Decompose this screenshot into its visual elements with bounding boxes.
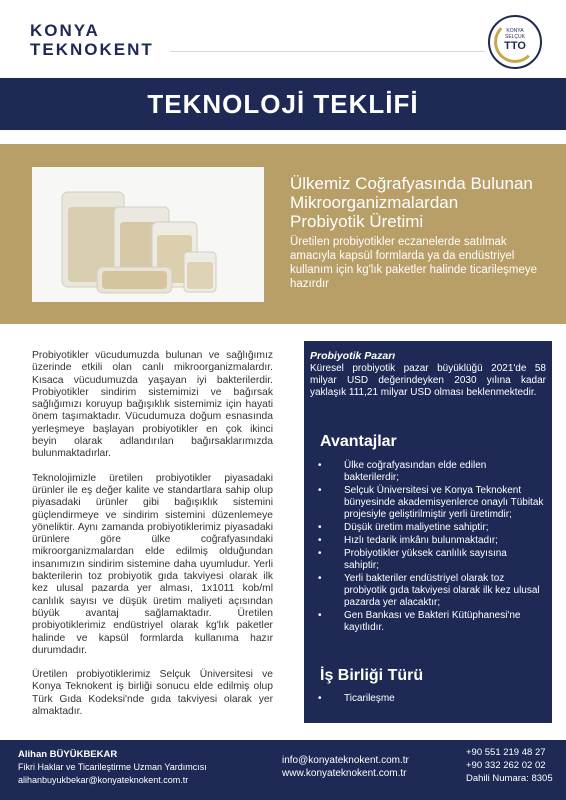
konya-teknokent-logo bbox=[30, 22, 160, 66]
title-band bbox=[0, 78, 566, 130]
description-paragraph: Teknolojimizle üretilen probiyotikler piyasadaki ürünler ile eş değer kalite ve standartlara sahip olup piyasadaki ürünler gibi bağışıklık sistemini güçlendirmeye ve sindirim sistemini düzenlemeye yöneliktir. Aynı zamanda probiyotiklerimiz piyasadaki ürünlere göre ülke coğrafyasındaki mikroorganizmalardan elde edilmiş olduğundan insanımızın sindirim sistemine daha uyumludur. Yerli bakterilerin toz probiyotik gıda takviyesi olarak ilk kez ulusal pazarda yer alması, 1x1011 kob/ml canlılık sayısı ve düşük üretim maliyeti açısından büyük avantaj sağlamaktadır. Üretilen probiyotiklerimiz endüstriyel olarak kg'lık paketler halinde ve kapsül formlarda kullanıma hazır durumdadır. bbox=[32, 472, 273, 656]
tto-logo-caption bbox=[490, 28, 540, 40]
offer-desc-line: kullanım için kg'lık paketler halinde ticarileşmeye bbox=[290, 264, 537, 276]
cooperation-item: • Ticarileşme bbox=[318, 693, 395, 704]
header-divider bbox=[170, 51, 485, 52]
description-paragraph: Probiyotikler vücudumuzda bulunan ve sağlığımız üzerinde etkili olan canlı mikroorganizmalardır. Kısaca vücudumuzda yaşayan iyi bakterilerdir. Probiyotikler sindirim sistemimizi ve bağırsak sağlığımızı koruyup bağışıklık sistemimiz için hayati önem taşımaktadır. Vücudumuza doğum esnasında yerleşmeye başlayan probiyotikler en çok ikinci beyin olarak adlandırılan bağırsaklarımızda bulunmaktadırlar. bbox=[32, 350, 273, 460]
selcuk-tto-logo bbox=[488, 15, 542, 69]
offer-desc-line: Üretilen probiyotikler eczanelerde satılmak bbox=[290, 236, 507, 248]
contact-email-link[interactable]: alihanbuyukbekar@konyateknokent.com.tr bbox=[18, 775, 189, 785]
cooperation-title: İş Birliği Türü bbox=[320, 667, 424, 684]
offer-title-line: Ülkemiz Coğrafyasında Bulunan bbox=[290, 174, 533, 193]
offer-title-line: Mikroorganizmalardan bbox=[290, 193, 459, 212]
advantage-item: • Probiyotikler yüksek canlılık sayısına sahiptir; bbox=[318, 548, 544, 572]
probiotic-packages-illustration bbox=[32, 167, 264, 302]
footer bbox=[0, 740, 566, 800]
contact-role: Fikri Haklar ve Ticarileştirme Uzman Yardımcısı bbox=[18, 762, 207, 772]
market-title: Probiyotik Pazarı bbox=[310, 350, 396, 362]
info-email-link[interactable]: info@konyateknokent.com.tr bbox=[282, 755, 409, 766]
advantages-list bbox=[318, 460, 544, 635]
offer-description bbox=[290, 235, 548, 291]
offer-desc-line: amacıyla kapsül formlarda ya da endüstriyel bbox=[290, 250, 515, 262]
extension-number: Dahili Numara: 8305 bbox=[466, 773, 553, 784]
phone-number[interactable]: +90 551 219 48 27 bbox=[466, 747, 546, 758]
logo-text-line2: TEKNOKENT bbox=[30, 40, 154, 59]
website-link[interactable]: www.konyateknokent.com.tr bbox=[282, 768, 407, 779]
offer-desc-line: hazırdır bbox=[290, 278, 329, 290]
advantage-item: • Hızlı tedarik imkânı bulunmaktadır; bbox=[318, 535, 544, 547]
page-title: TEKNOLOJİ TEKLİFİ bbox=[147, 89, 419, 119]
phone-number[interactable]: +90 332 262 02 02 bbox=[466, 760, 546, 771]
advantages-title: Avantajlar bbox=[320, 433, 397, 450]
product-photo bbox=[32, 167, 264, 302]
advantage-item: • Yerli bakteriler endüstriyel olarak toz probiyotik gıda takviyesi olarak ilk kez ulusal pazarda yer alacaktır; bbox=[318, 573, 544, 609]
cooperation-list bbox=[318, 693, 395, 704]
tto-logo-line1: KONYA bbox=[506, 28, 524, 34]
tto-logo-mark: TTO bbox=[504, 40, 526, 52]
description-paragraph: Üretilen probiyotiklerimiz Selçuk Üniversitesi ve Konya Teknokent iş birliği sonucu elde edilmiş olup Türk Gıda Kodeksi'nde gıda takviyesi olarak yer almaktadır. bbox=[32, 669, 273, 718]
offer-title-line: Probiyotik Üretimi bbox=[290, 212, 424, 231]
market-text: Küresel probiyotik pazar büyüklüğü 2021'de 58 milyar USD değerindeyken 2030 yılına kadar yaklaşık 111,21 milyar USD olması beklenmektedir. bbox=[310, 363, 546, 398]
offer-title bbox=[290, 174, 545, 231]
advantage-item: • Gen Bankası ve Bakteri Kütüphanesi'ne kayıtlıdır. bbox=[318, 610, 544, 634]
logo-text-line1: KONYA bbox=[30, 21, 100, 40]
advantage-item: • Ülke coğrafyasından elde edilen bakterilerdir; bbox=[318, 460, 544, 484]
advantage-item: • Selçuk Üniversitesi ve Konya Teknokent bünyesinde akademisyenlerce onaylı Tübitak projesiyle geliştirilmiştir yerli üretimdir; bbox=[318, 485, 544, 521]
contact-name: Alihan BÜYÜKBEKAR bbox=[18, 749, 118, 760]
advantage-item: • Düşük üretim maliyetine sahiptir; bbox=[318, 522, 544, 534]
description-column bbox=[32, 350, 273, 730]
tto-logo-line2: SELÇUK bbox=[504, 34, 525, 40]
